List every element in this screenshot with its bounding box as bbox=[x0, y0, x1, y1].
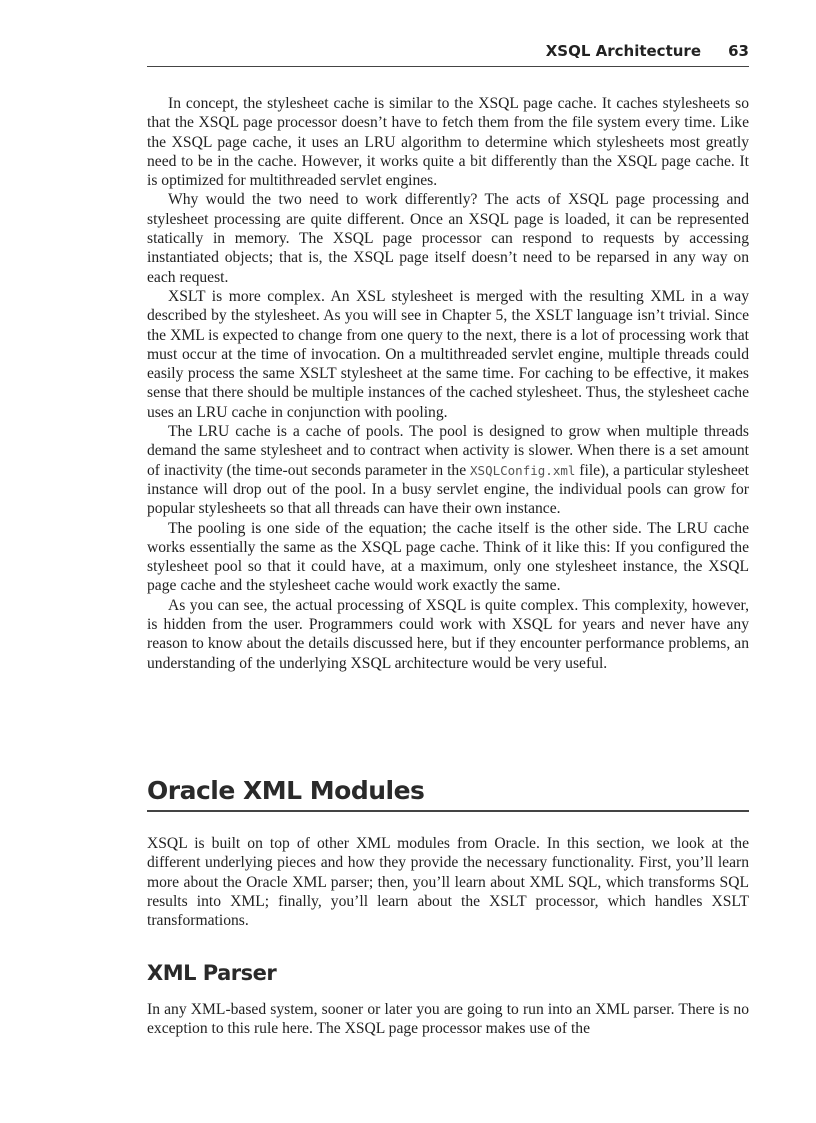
page-number: 63 bbox=[728, 42, 749, 60]
body-text-top bbox=[147, 94, 749, 673]
paragraph-lru-cache bbox=[147, 422, 749, 518]
lru-text-after: file), a particular stylesheet instance will drop out of the pool. In a busy servlet engine, the individual pools can grow for popular stylesheets so that all threads can have their own instance. bbox=[147, 461, 750, 518]
subsection-heading: XML Parser bbox=[147, 961, 277, 985]
subsection-paragraph: In any XML-based system, sooner or later you are going to run into an XML parser. There is no exception to this rule here. The XSQL page processor makes use of the bbox=[147, 1001, 749, 1038]
running-header-title: XSQL Architecture bbox=[545, 42, 701, 60]
paragraph-pooling: The pooling is one side of the equation; the cache itself is the other side. The LRU cache works essentially the same as the XSQL page cache. Think of it like this: If you configured the stylesheet pool so that it could have, at a maximum, only one stylesheet instance, the XSQL page cache and the stylesheet cache would work exactly the same. bbox=[147, 519, 749, 595]
subsection-text-block bbox=[147, 1000, 749, 1039]
config-filename: XSQLConfig.xml bbox=[470, 462, 576, 478]
running-header bbox=[147, 40, 749, 67]
lru-text-before: The LRU cache is a cache of pools. The pool is designed to grow when multiple threads demand the same stylesheet and to contract when activity is slower. When there is a set amount of inactivity (the time-out seconds parameter in the bbox=[147, 423, 749, 479]
paragraph-xslt-complex: XSLT is more complex. An XSL stylesheet is merged with the resulting XML in a way described by the stylesheet. As you will see in Chapter 5, the XSLT language isn’t trivial. Since the XML is expected to change from one query to the next, there is a lot of processing work that must occur at the time of invocation. On a multithreaded servlet engine, multiple threads could easily process the same XSLT stylesheet at the same time. For caching to be effective, it makes sense that there should be multiple instances of the cached stylesheet. Thus, the stylesheet cache uses an LRU cache in conjunction with pooling. bbox=[147, 287, 749, 421]
section-intro-block bbox=[147, 834, 749, 930]
paragraph-complexity: As you can see, the actual processing of XSQL is quite complex. This complexity, however, is hidden from the user. Programmers could work with XSQL for years and never have any reason to know about the details discussed here, but if they encounter performance problems, an understanding of the underlying XSQL architecture would be very useful. bbox=[147, 596, 749, 672]
section-intro-paragraph: XSQL is built on top of other XML modules from Oracle. In this section, we look at the different underlying pieces and how they provide the necessary functionality. First, you’ll learn more about the Oracle XML parser; then, you’ll learn about XML SQL, which transforms SQL results into XML; finally, you’ll learn about the XSLT processor, which handles XSLT transformations. bbox=[147, 835, 749, 930]
section-heading: Oracle XML Modules bbox=[147, 776, 749, 812]
paragraph-stylesheet-cache: In concept, the stylesheet cache is similar to the XSQL page cache. It caches stylesheets so that the XSQL page processor doesn’t have to fetch them from the file system every time. Like the XSQL page cache, it uses an LRU algorithm to determine which stylesheets most greatly need to be in the cache. However, it works quite a bit differently than the XSQL page cache. It is optimized for multithreaded servlet engines. bbox=[147, 95, 749, 190]
paragraph-why-differently: Why would the two need to work differently? The acts of XSQL page processing and stylesheet processing are quite different. Once an XSQL page is loaded, it can be represented statically in memory. The XSQL page processor can respond to requests by accessing instantiated objects; that is, the XSQL page itself doesn’t need to be reparsed in any way on each request. bbox=[147, 191, 749, 286]
